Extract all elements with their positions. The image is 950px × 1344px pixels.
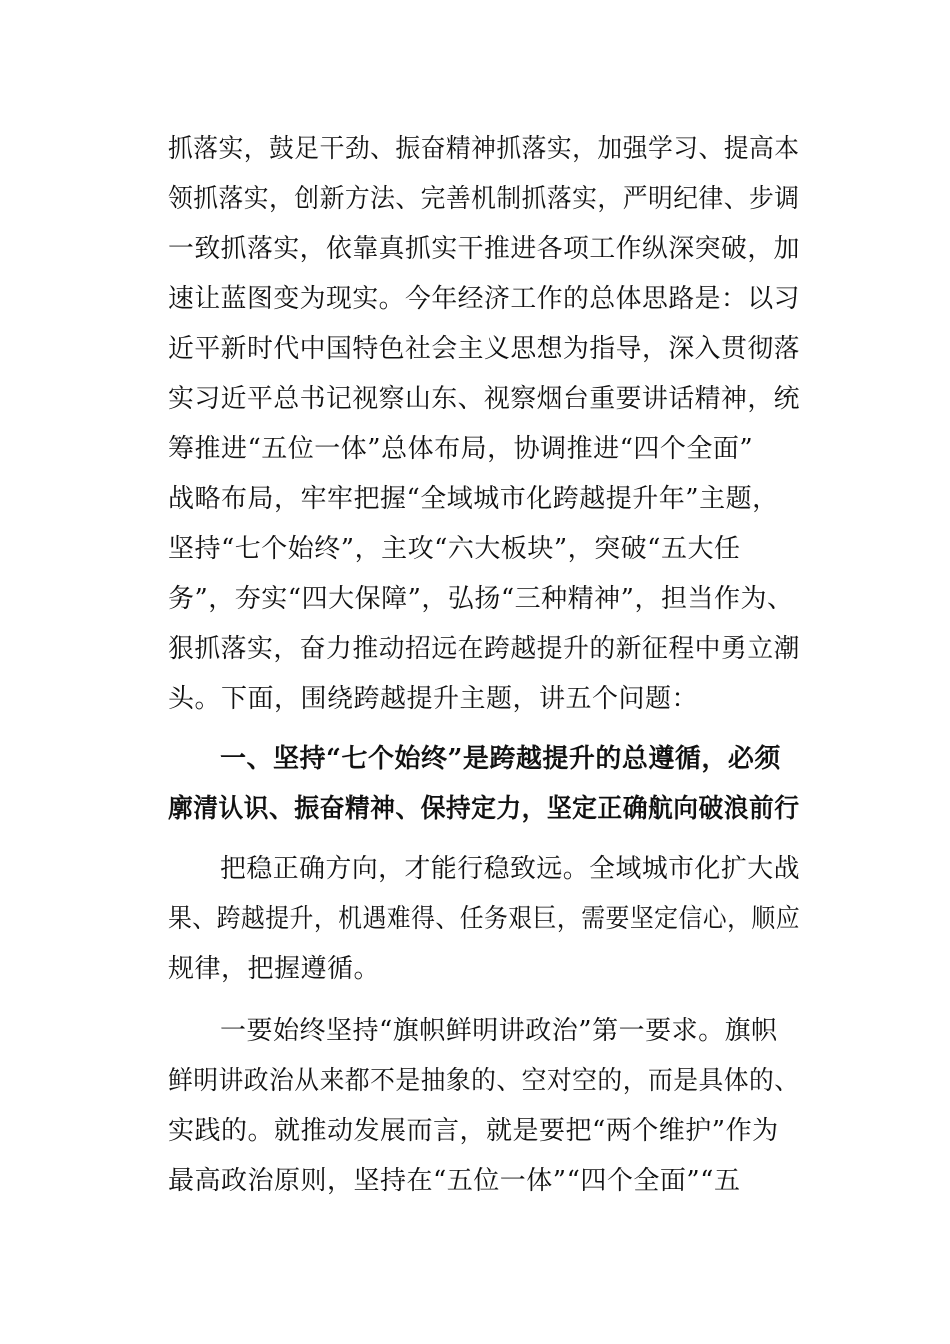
body-text-line: 狠抓落实，奋力推动招远在跨越提升的新征程中勇立潮 — [168, 634, 801, 664]
body-text-line: 果、跨越提升，机遇难得、任务艰巨，需要坚定信心，顺应 — [168, 904, 801, 934]
body-text-line: 速让蓝图变为现实。今年经济工作的总体思路是：以习 — [168, 284, 801, 314]
body-text-line: 实践的。就推动发展而言，就是要把“两个维护”作为 — [168, 1116, 779, 1146]
body-text-line: 抓落实，鼓足干劲、振奋精神抓落实，加强学习、提高本 — [168, 134, 800, 164]
body-text-line: 筹推进“五位一体”总体布局，协调推进“四个全面” — [168, 434, 754, 464]
body-text-line: 把稳正确方向，才能行稳致远。全域城市化扩大战 — [220, 854, 801, 884]
body-text-line: 近平新时代中国特色社会主义思想为指导，深入贯彻落 — [168, 334, 801, 364]
body-text-line: 最高政治原则，坚持在“五位一体”“四个全面”“五 — [168, 1166, 741, 1196]
body-text-line: 领抓落实，创新方法、完善机制抓落实，严明纪律、步调 — [168, 184, 800, 214]
body-text-line: 鲜明讲政治从来都不是抽象的、空对空的，而是具体的、 — [168, 1066, 800, 1096]
section-heading-line: 一、坚持“七个始终”是跨越提升的总遵循，必须 — [220, 744, 781, 774]
body-text-line: 一致抓落实，依靠真抓实干推进各项工作纵深突破，加 — [168, 234, 801, 264]
body-text-line: 务”，夯实“四大保障”，弘扬“三种精神”，担当作为、 — [168, 584, 794, 614]
body-text-line: 实习近平总书记视察山东、视察烟台重要讲话精神，统 — [168, 384, 801, 414]
section-heading-line: 廓清认识、振奋精神、保持定力，坚定正确航向破浪前行 — [168, 794, 800, 824]
body-text-line: 一要始终坚持“旗帜鲜明讲政治”第一要求。旗帜 — [220, 1016, 778, 1046]
body-text-line: 战略布局，牢牢把握“全域城市化跨越提升年”主题， — [168, 484, 779, 514]
body-text-line: 坚持“七个始终”，主攻“六大板块”，突破“五大任 — [168, 534, 741, 564]
body-text-line: 规律，把握遵循。 — [168, 954, 381, 984]
body-text-line: 头。下面，围绕跨越提升主题，讲五个问题： — [168, 684, 699, 714]
